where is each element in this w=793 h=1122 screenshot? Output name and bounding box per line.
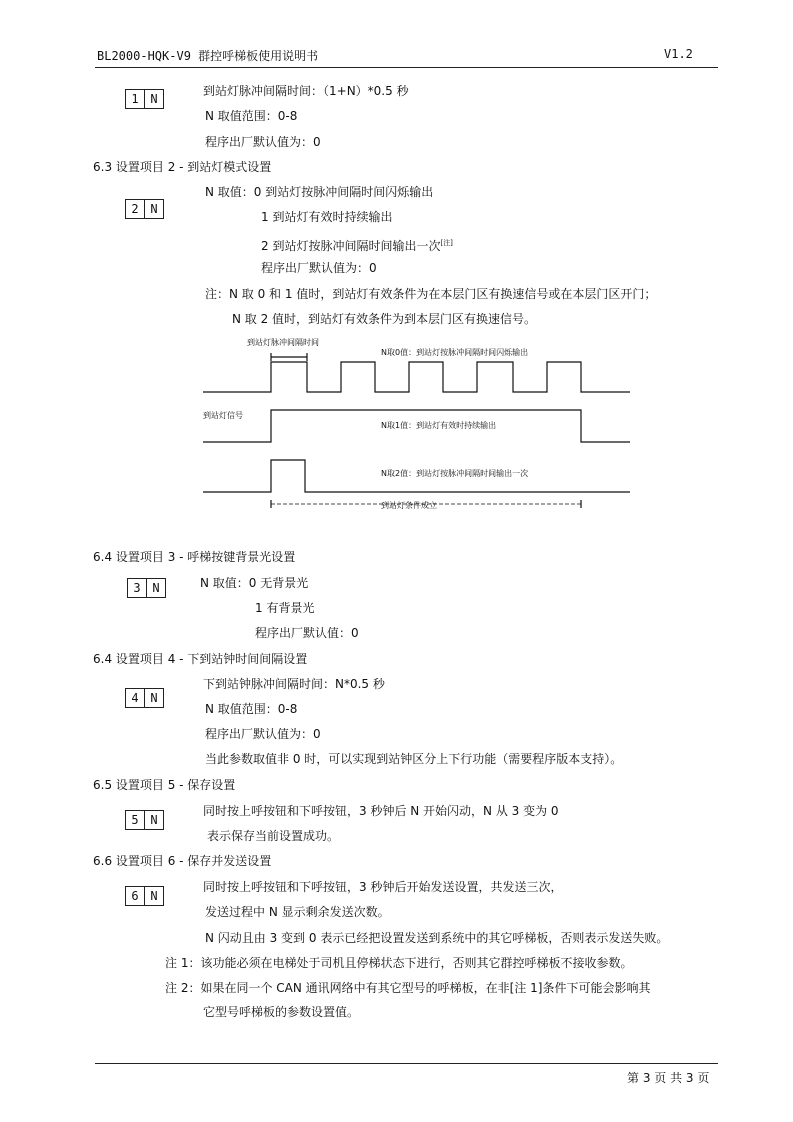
item1-code-box <box>125 89 164 109</box>
item5-code-digit: 5 <box>125 810 145 830</box>
item6-line: 发送过程中 N 显示剩余发送次数。 <box>205 905 390 919</box>
item1-line: 程序出厂默认值为：0 <box>205 135 321 149</box>
item6-line: 同时按上呼按钮和下呼按钮，3 秒钟后开始发送设置，共发送三次， <box>203 880 563 894</box>
item4-heading: 6.4 设置项目 4 - 下到站钟时间间隔设置 <box>93 652 308 666</box>
item4-code-digit: 4 <box>125 688 145 708</box>
item6-code-n: N <box>144 886 164 906</box>
item3-line: 程序出厂默认值：0 <box>255 626 359 640</box>
label-interval: 到站灯脉冲间隔时间 <box>247 338 319 347</box>
item2-note: N 取 2 值时，到站灯有效条件为到本层门区有换速信号。 <box>232 312 537 326</box>
item2-heading: 6.3 设置项目 2 - 到站灯模式设置 <box>93 160 272 174</box>
page-number: 第 3 页 共 3 页 <box>627 1071 710 1085</box>
item3-code-n: N <box>146 578 166 598</box>
item6-code-digit: 6 <box>125 886 145 906</box>
item2-code-box <box>125 199 164 219</box>
item2-line: 程序出厂默认值为：0 <box>261 261 377 275</box>
item4-line: 当此参数取值非 0 时，可以实现到站钟区分上下行功能（需要程序版本支持）。 <box>205 752 623 766</box>
label-condition: 到站灯条件成立 <box>381 501 437 510</box>
item2-line-text: 2 到站灯按脉冲间隔时间输出一次 <box>261 239 441 253</box>
item2-line: N 取值：0 到站灯按脉冲间隔时间闪烁输出 <box>205 185 434 199</box>
item6-code-box <box>125 886 164 906</box>
item5-line: 表示保存当前设置成功。 <box>207 829 340 843</box>
item4-line: 下到站钟脉冲间隔时间：N*0.5 秒 <box>203 677 385 691</box>
item4-code-n: N <box>144 688 164 708</box>
item2-note: 注：N 取 0 和 1 值时，到站灯有效条件为在本层门区有换速信号或在本层门区开门； <box>205 287 657 301</box>
timing-diagram <box>195 332 640 522</box>
item1-code-digit: 1 <box>125 89 145 109</box>
document-title: BL2000-HQK-V9 群控呼梯板使用说明书 <box>97 49 319 63</box>
item1-line: 到站灯脉冲间隔时间：（1+N）*0.5 秒 <box>203 84 409 98</box>
document-version: V1.2 <box>664 47 693 61</box>
item5-code-box <box>125 810 164 830</box>
item3-heading: 6.4 设置项目 3 - 呼梯按键背景光设置 <box>93 550 296 564</box>
item4-code-box <box>125 688 164 708</box>
item6-heading: 6.6 设置项目 6 - 保存并发送设置 <box>93 854 272 868</box>
item2-line: 1 到站灯有效时持续输出 <box>261 210 393 224</box>
footer-rule <box>95 1063 718 1064</box>
item6-line: N 闪动且由 3 变到 0 表示已经把设置发送到系统中的其它呼梯板，否则表示发送失败。 <box>205 931 669 945</box>
label-mode0: N取0值：到站灯按脉冲间隔时间闪烁输出 <box>381 348 529 357</box>
item6-note: 注 1：该功能必须在电梯处于司机且停梯状态下进行，否则其它群控呼梯板不接收参数。 <box>165 956 633 970</box>
label-mode1: N取1值：到站灯有效时持续输出 <box>381 421 497 430</box>
waveform-mode0 <box>203 362 630 392</box>
item3-code-box <box>127 578 166 598</box>
note-reference: [注] <box>440 239 453 247</box>
label-signal: 到站灯信号 <box>203 411 243 420</box>
item2-line <box>261 236 453 253</box>
item6-note: 它型号呼梯板的参数设置值。 <box>203 1005 360 1019</box>
item3-line: N 取值：0 无背景光 <box>200 576 309 590</box>
item5-heading: 6.5 设置项目 5 - 保存设置 <box>93 778 236 792</box>
item1-line: N 取值范围：0-8 <box>205 109 298 123</box>
header-rule <box>95 67 718 68</box>
item6-note: 注 2：如果在同一个 CAN 通讯网络中有其它型号的呼梯板，在非[注 1]条件下可能会影响其 <box>165 981 651 995</box>
item1-code-n: N <box>144 89 164 109</box>
item3-code-digit: 3 <box>127 578 147 598</box>
item2-code-n: N <box>144 199 164 219</box>
label-mode2: N取2值：到站灯按脉冲间隔时间输出一次 <box>381 469 529 478</box>
item5-code-n: N <box>144 810 164 830</box>
item3-line: 1 有背景光 <box>255 601 315 615</box>
item2-code-digit: 2 <box>125 199 145 219</box>
item4-line: N 取值范围：0-8 <box>205 702 298 716</box>
item5-line: 同时按上呼按钮和下呼按钮，3 秒钟后 N 开始闪动，N 从 3 变为 0 <box>203 804 559 818</box>
item4-line: 程序出厂默认值为：0 <box>205 727 321 741</box>
